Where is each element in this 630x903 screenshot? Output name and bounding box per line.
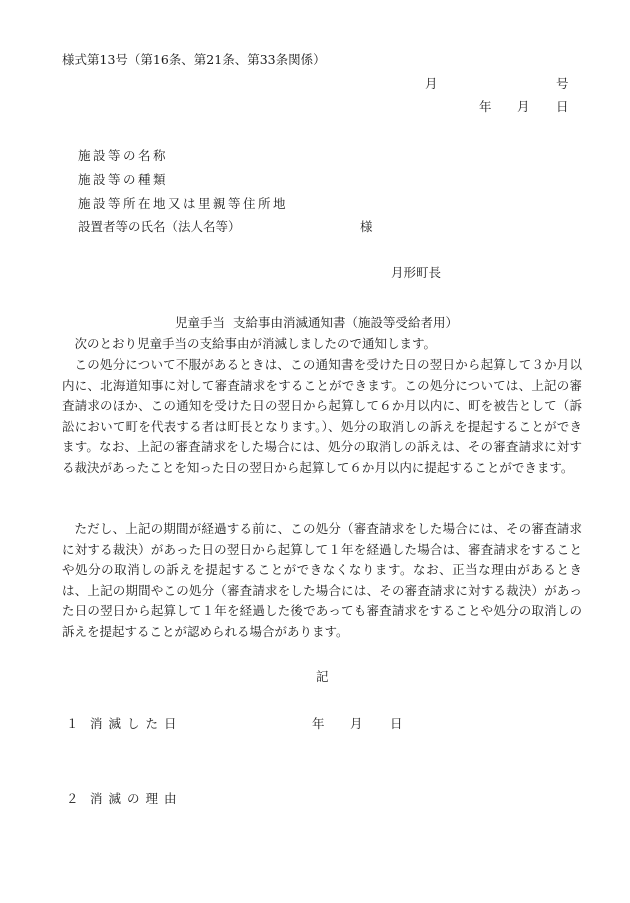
ki-heading: 記	[316, 669, 329, 684]
facility-type-label: 施設等の種類	[78, 172, 169, 187]
issuer: 月形町長	[391, 265, 442, 280]
appeal-paragraph: この処分について不服があるときは、この通知書を受けた日の翌日から起算して３か月以内に、北海道知事に対して審査請求をすることができます。この処分については、上記の審査請求のほか、この通知を受けた日の翌日から起算して６か月以内に、町を被告として（訴訟において町を代表する者は町長となります。）、処分の取消しの訴えを提起することができます。なお、上記の審査請求をした場合には、処分の取消しの訴えは、その審査請求に対する裁決があったことを知った日の翌日から起算して６か月以内に提起することができます。	[62, 357, 582, 475]
date-month: 月	[517, 99, 530, 114]
item-1-month: 月	[350, 716, 363, 731]
document-title: 児童手当 支給事由消滅通知書（施設等受給者用）	[175, 315, 458, 330]
item-2-label: 消滅の理由	[90, 791, 183, 806]
honorific: 様	[360, 219, 373, 234]
form-number: 様式第13号（第16条、第21条、第33条関係）	[62, 52, 326, 67]
limitation-paragraph: ただし、上記の期間が経過する前に、この処分（審査請求をした場合には、その審査請求に対する裁決）があった日の翌日から起算して１年を経過した場合は、審査請求をすることや処分の取消しの訴えを提起することができなくなります。なお、正当な理由があるときは、上記の期間やこの処分（審査請求をした場合には、その審査請求に対する裁決）があった日の翌日から起算して１年を経過した後であっても審査請求をすることや処分の取消しの訴えを提起することが認められる場合があります。	[62, 521, 582, 639]
item-1-day: 日	[390, 716, 403, 731]
item-1-label: 消滅した日	[90, 716, 183, 731]
facility-name-label: 施設等の名称	[78, 148, 169, 163]
facility-address-label: 施設等所在地又は里親等住所地	[78, 196, 289, 211]
founder-name-label: 設置者等の氏名（法人名等）	[78, 219, 241, 234]
item-1-year: 年	[312, 716, 325, 731]
item-2-number: ２	[66, 791, 79, 806]
date-day: 日	[556, 99, 569, 114]
doc-ref-number: 号	[556, 76, 569, 91]
doc-ref-month: 月	[425, 76, 438, 91]
item-1-number: １	[66, 716, 79, 731]
intro-paragraph: 次のとおり児童手当の支給事由が消滅しましたので通知します。	[74, 336, 437, 351]
date-year: 年	[479, 99, 492, 114]
